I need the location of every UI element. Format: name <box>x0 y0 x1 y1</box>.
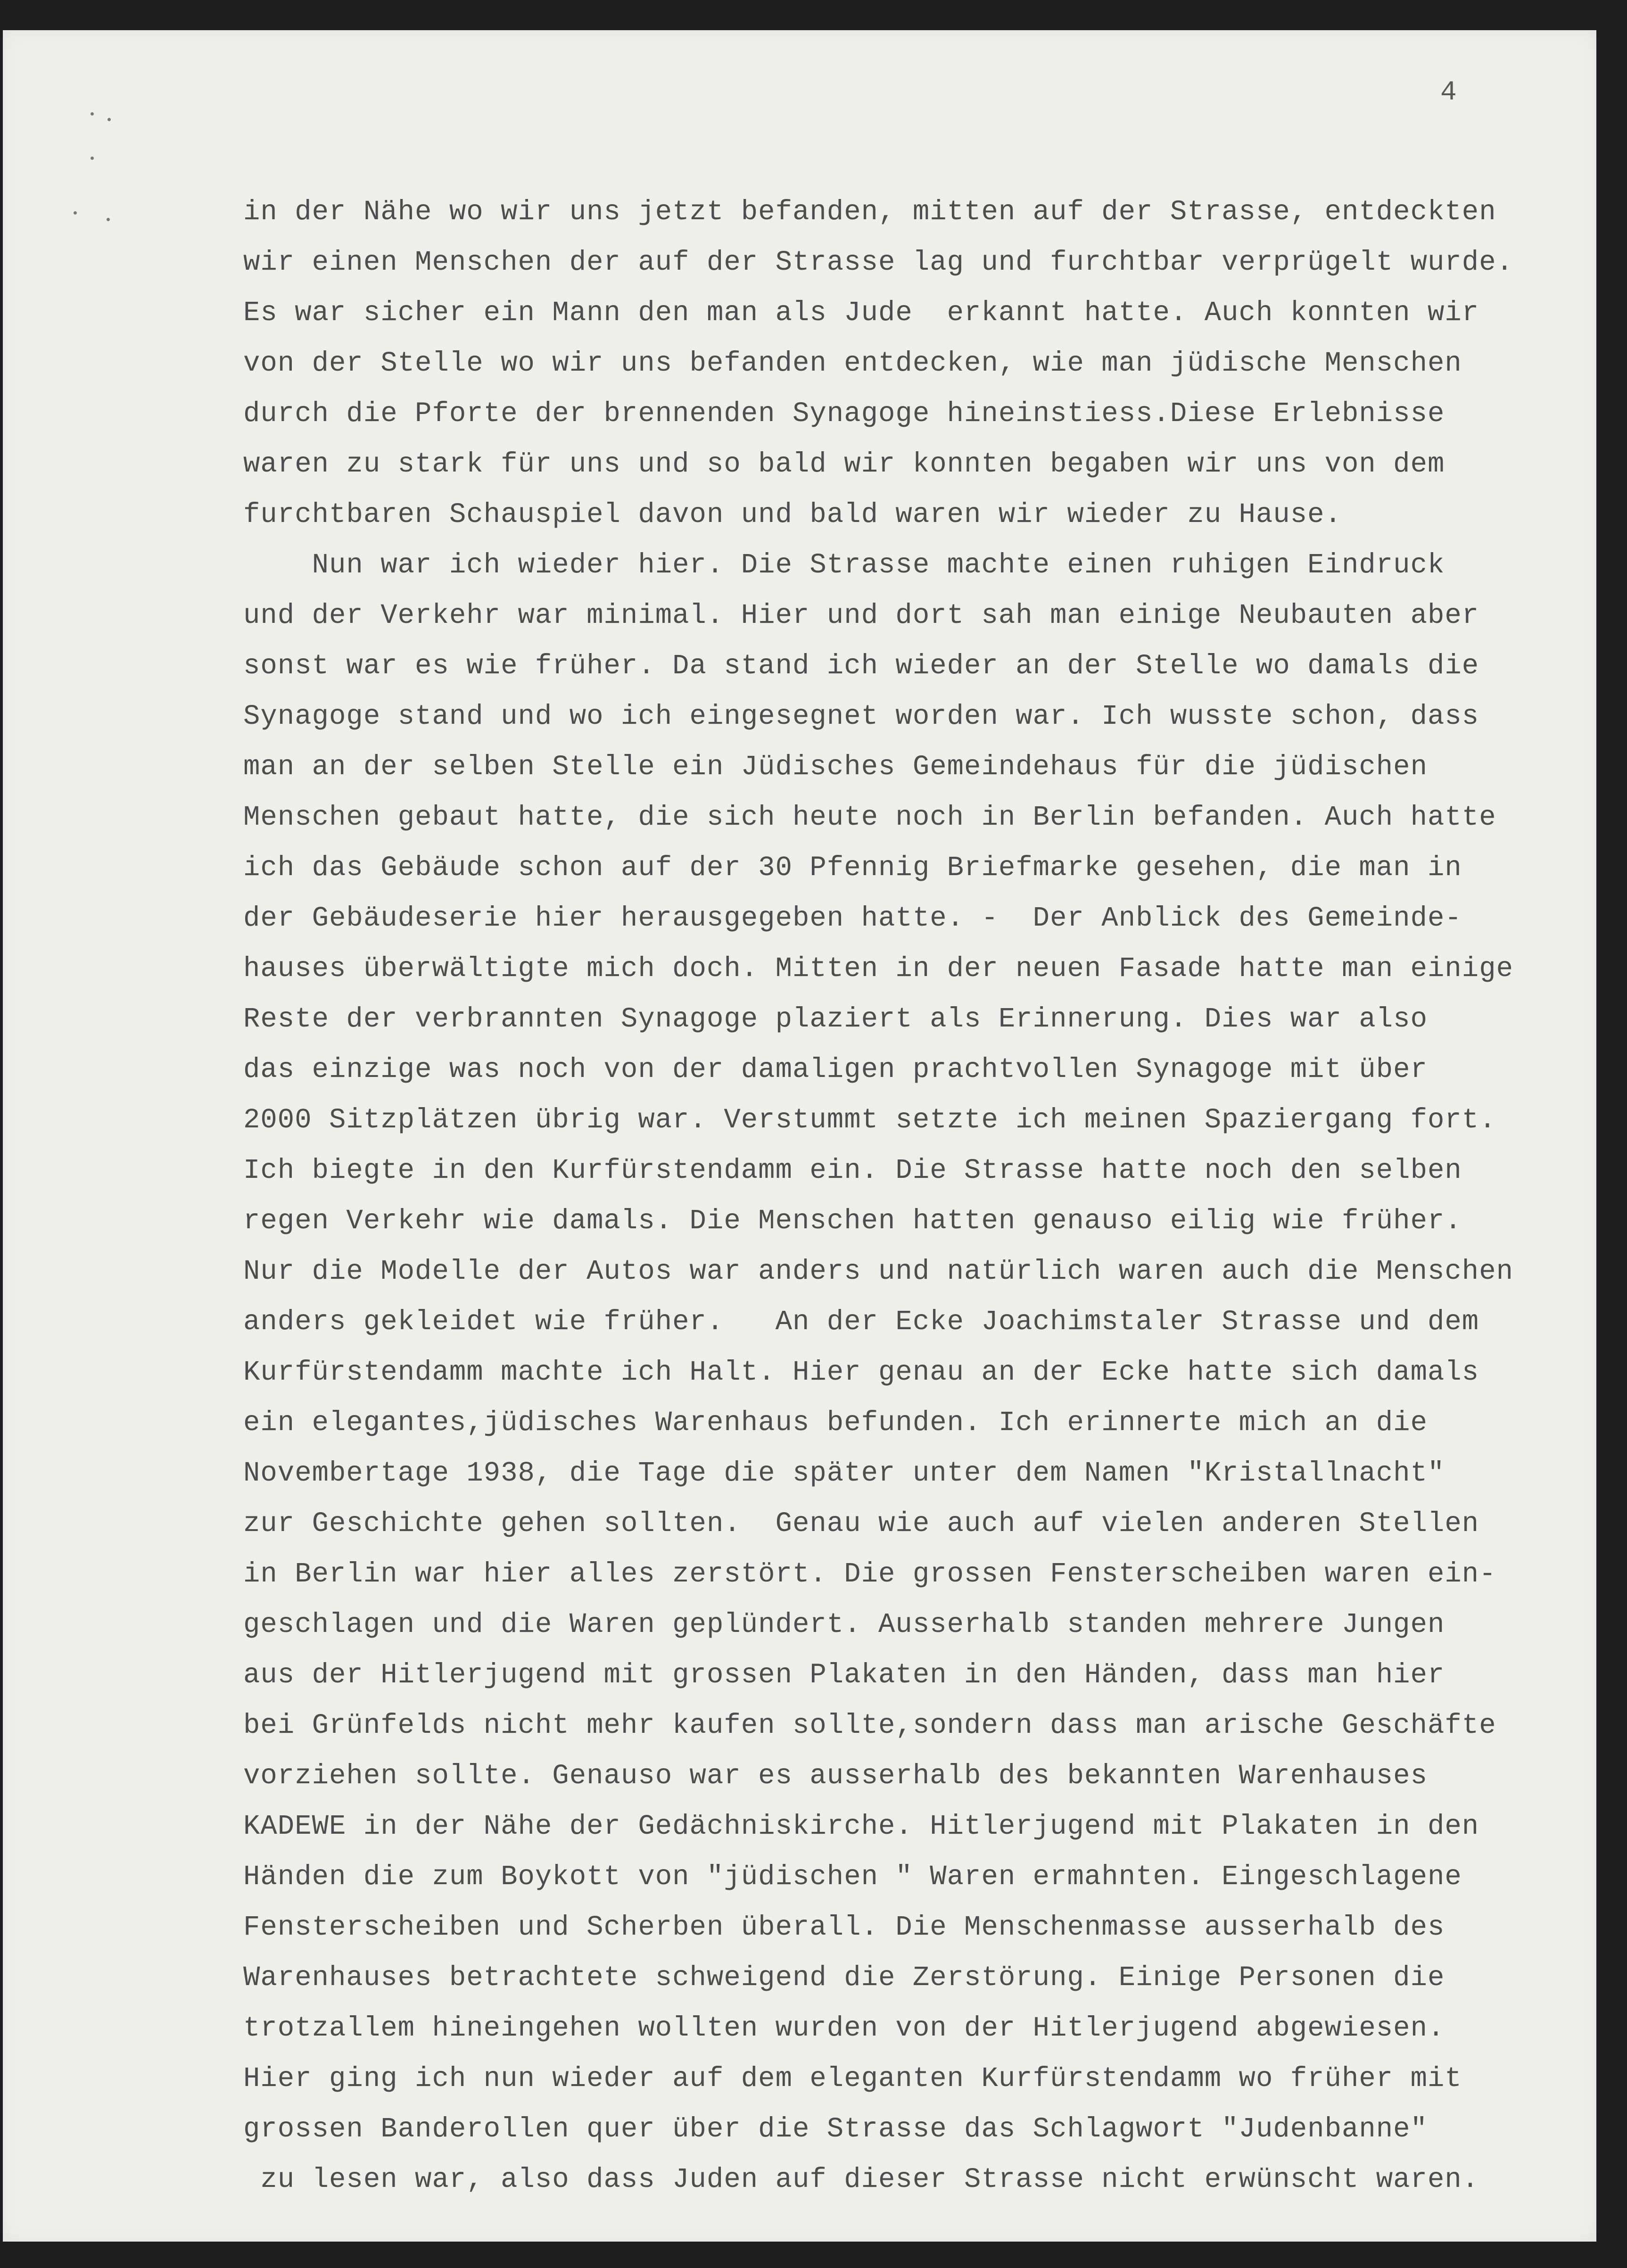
text-line: Novembertage 1938, die Tage die später unter dem Namen "Kristallnacht" <box>243 1457 1445 1489</box>
text-line: zur Geschichte gehen sollten. Genau wie auch auf vielen anderen Stellen <box>243 1508 1479 1540</box>
text-line: Warenhauses betrachtete schweigend die Zerstörung. Einige Personen die <box>243 1962 1445 1994</box>
margin-speck <box>107 218 110 221</box>
text-line: Nun war ich wieder hier. Die Strasse machte einen ruhigen Eindruck <box>243 549 1445 581</box>
text-line: Ich biegte in den Kurfürstendamm ein. Die Strasse hatte noch den selben <box>243 1155 1462 1186</box>
text-line: 2000 Sitzplätzen übrig war. Verstummt setzte ich meinen Spaziergang fort. <box>243 1104 1496 1136</box>
text-line: geschlagen und die Waren geplündert. Ausserhalb standen mehrere Jungen <box>243 1609 1445 1640</box>
text-line: Reste der verbrannten Synagoge plaziert als Erinnerung. Dies war also <box>243 1003 1428 1035</box>
text-line: man an der selben Stelle ein Jüdisches Gemeindehaus für die jüdischen <box>243 751 1428 783</box>
text-line: wir einen Menschen der auf der Strasse lag und furchtbar verprügelt wurde. <box>243 247 1514 278</box>
text-line: zu lesen war, also dass Juden auf dieser Strasse nicht erwünscht waren. <box>243 2164 1479 2195</box>
text-line: von der Stelle wo wir uns befanden entdecken, wie man jüdische Menschen <box>243 348 1462 379</box>
text-line: der Gebäudeserie hier herausgegeben hatte. - Der Anblick des Gemeinde- <box>243 902 1462 934</box>
text-line: regen Verkehr wie damals. Die Menschen hatten genauso eilig wie früher. <box>243 1205 1462 1237</box>
text-line: ein elegantes,jüdisches Warenhaus befunden. Ich erinnerte mich an die <box>243 1407 1428 1439</box>
text-line: waren zu stark für uns und so bald wir konnten begaben wir uns von dem <box>243 448 1445 480</box>
text-line: Händen die zum Boykott von "jüdischen " Waren ermahnten. Eingeschlagene <box>243 1861 1462 1893</box>
text-line: in Berlin war hier alles zerstört. Die grossen Fensterscheiben waren ein- <box>243 1558 1496 1590</box>
text-line: aus der Hitlerjugend mit grossen Plakaten in den Händen, dass man hier <box>243 1659 1445 1691</box>
text-line: bei Grünfelds nicht mehr kaufen sollte,sondern dass man arische Geschäfte <box>243 1710 1496 1741</box>
text-line: und der Verkehr war minimal. Hier und dort sah man einige Neubauten aber <box>243 600 1479 631</box>
text-line: hauses überwältigte mich doch. Mitten in der neuen Fasade hatte man einige <box>243 953 1514 985</box>
text-line: vorziehen sollte. Genauso war es ausserhalb des bekannten Warenhauses <box>243 1760 1428 1792</box>
text-line: KADEWE in der Nähe der Gedächniskirche. Hitlerjugend mit Plakaten in den <box>243 1811 1479 1842</box>
text-line: durch die Pforte der brennenden Synagoge hineinstiess.Diese Erlebnisse <box>243 398 1445 430</box>
text-line: furchtbaren Schauspiel davon und bald waren wir wieder zu Hause. <box>243 499 1342 530</box>
margin-speck <box>91 112 94 116</box>
text-line: trotzallem hineingehen wollten wurden von der Hitlerjugend abgewiesen. <box>243 2012 1445 2044</box>
page-number: 4 <box>1440 77 1457 108</box>
text-line: in der Nähe wo wir uns jetzt befanden, mitten auf der Strasse, entdeckten <box>243 196 1496 228</box>
text-line: anders gekleidet wie früher. An der Ecke Joachimstaler Strasse und dem <box>243 1306 1479 1338</box>
text-line: Es war sicher ein Mann den man als Jude erkannt hatte. Auch konnten wir <box>243 297 1479 329</box>
text-line: Synagoge stand und wo ich eingesegnet worden war. Ich wusste schon, dass <box>243 701 1479 732</box>
margin-speck <box>91 157 94 160</box>
margin-speck <box>107 118 111 121</box>
body-text <box>243 187 1526 2205</box>
text-line: Fensterscheiben und Scherben überall. Die Menschenmasse ausserhalb des <box>243 1912 1445 1943</box>
text-line: sonst war es wie früher. Da stand ich wieder an der Stelle wo damals die <box>243 650 1479 682</box>
text-line: Kurfürstendamm machte ich Halt. Hier genau an der Ecke hatte sich damals <box>243 1357 1479 1388</box>
text-line: grossen Banderollen quer über die Strasse das Schlagwort "Judenbanne" <box>243 2113 1428 2145</box>
text-line: Menschen gebaut hatte, die sich heute noch in Berlin befanden. Auch hatte <box>243 802 1496 833</box>
text-line: Hier ging ich nun wieder auf dem eleganten Kurfürstendamm wo früher mit <box>243 2063 1462 2094</box>
text-line: Nur die Modelle der Autos war anders und natürlich waren auch die Menschen <box>243 1256 1514 1287</box>
text-line: das einzige was noch von der damaligen prachtvollen Synagoge mit über <box>243 1054 1428 1085</box>
text-line: ich das Gebäude schon auf der 30 Pfennig Briefmarke gesehen, die man in <box>243 852 1462 884</box>
margin-speck <box>74 211 77 215</box>
